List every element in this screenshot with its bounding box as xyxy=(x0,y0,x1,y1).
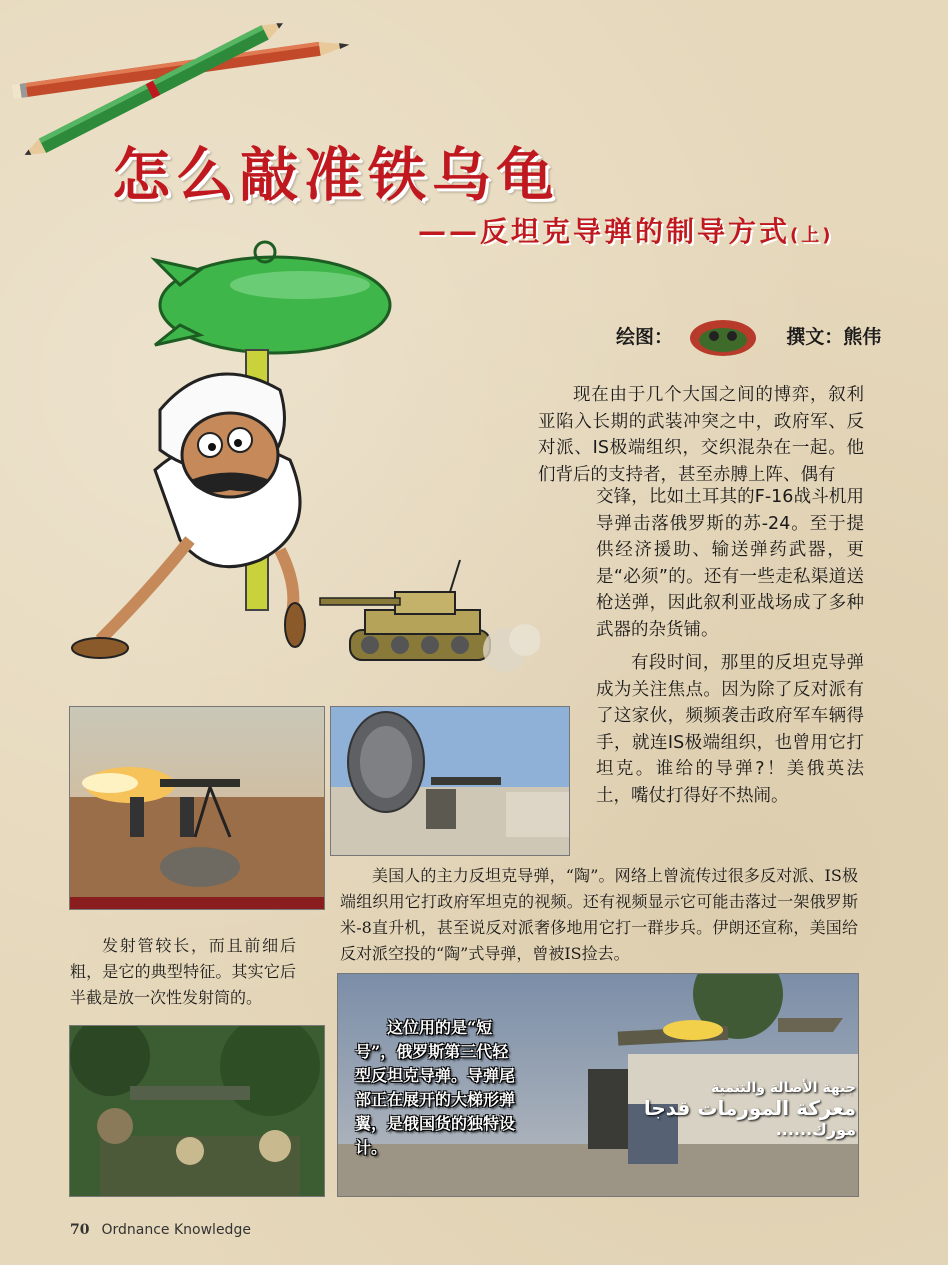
arabic-line-3: مورك...... xyxy=(775,1120,856,1139)
photo-tow-launch xyxy=(69,706,325,910)
article-title: 怎么敲准铁乌龟 xyxy=(112,141,561,209)
photo-soldiers-tow xyxy=(69,1025,325,1197)
kornet-caption-overlay: 这位用的是“短号”，俄罗斯第三代轻型反坦克导弹。导弹尾部正在展开的大梯形弹翼，是俄国货的独特设计。 xyxy=(355,1018,516,1157)
subtitle-part: (上) xyxy=(790,225,834,246)
body-paragraph-2: 有段时间，那里的反坦克导弹成为关注焦点。因为除了反对派有了这家伙，频频袭击政府军车辆得手，就连IS极端组织，也曾用它打坦克。谁给的导弹?！美俄英法土，嘴仗打得好不热闹。 xyxy=(596,653,864,806)
bomb-shape xyxy=(155,242,390,353)
arabic-watermark xyxy=(644,1080,856,1139)
body-paragraph-1b: 交锋，比如土耳其的F-16战斗机用导弹击落俄罗斯的苏-24。至于提供经济援助、输送弹药武器，更是“必须”的。还有一些走私渠道送枪送弹，因此叙利亚战场成了多种武器的杂货铺。 xyxy=(596,487,864,640)
tank-shape xyxy=(320,560,540,672)
cartoon-illustration xyxy=(60,240,540,680)
writer-name: 熊伟 xyxy=(843,326,882,348)
magazine-name: Ordnance Knowledge xyxy=(101,1222,251,1238)
illustrator-logo-icon xyxy=(688,318,758,358)
caption-tube: 发射管较长，而且前细后粗，是它的典型特征。其实它后半截是放一次性发射筒的。 xyxy=(70,936,296,1007)
illustrator-label: 绘图： xyxy=(616,326,674,348)
photo-rooftop-tow xyxy=(330,706,570,856)
credits xyxy=(616,318,881,358)
body-paragraph-1a: 现在由于几个大国之间的博弈，叙利亚陷入长期的武装冲突之中，政府军、反对派、IS极端组织，交织混杂在一起。他们背后的支持者，甚至赤膊上阵、偶有 xyxy=(538,385,864,485)
arabic-line-1: جبهة الأصالة والتنمية xyxy=(711,1080,856,1096)
arabic-line-2: معركة المورمات قدجا xyxy=(643,1096,856,1120)
caption-tow: 美国人的主力反坦克导弹，“陶”。网络上曾流传过很多反对派、IS极端组织用它打政府军坦克的视频。还有视频显示它可能击落过一架俄罗斯米-8直升机，甚至说反对派奢侈地用它打一群步兵。伊朗还宣称，美国给反对派空投的“陶”式导弹，曾被IS捡去。 xyxy=(340,866,858,963)
subtitle-text: ——反坦克导弹的制导方式 xyxy=(418,215,791,248)
page-footer xyxy=(70,1222,251,1238)
writer-label: 撰文： xyxy=(786,326,844,348)
page-number: 70 xyxy=(70,1222,90,1238)
